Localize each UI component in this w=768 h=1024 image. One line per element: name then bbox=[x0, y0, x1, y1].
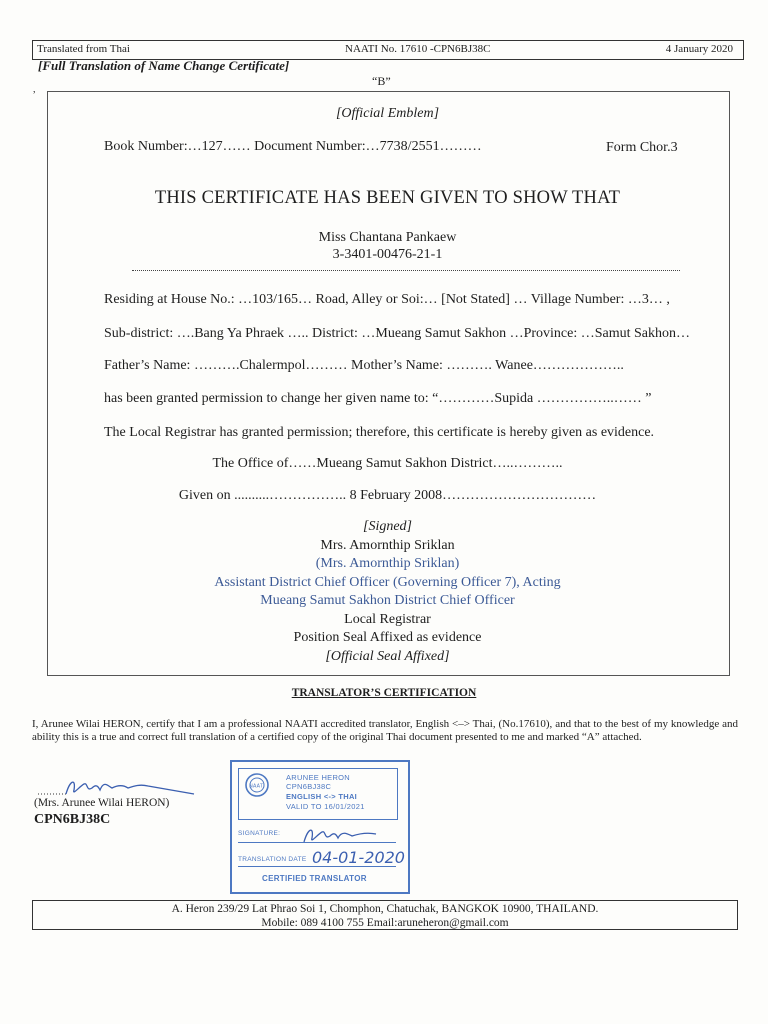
translator-signature-icon bbox=[36, 766, 196, 798]
seal-statement: Position Seal Affixed as evidence bbox=[293, 630, 482, 645]
stamp-validity: VALID TO 16/01/2021 bbox=[286, 802, 365, 811]
margin-mark: , bbox=[33, 84, 36, 95]
signed-mark: [Signed] bbox=[363, 519, 412, 534]
stamp-translator-name: ARUNEE HERON bbox=[286, 773, 351, 782]
residence-line-1: Residing at House No.: …103/165… Road, Alley or Soi:… [Not Stated] … Village Number: …3… , bbox=[104, 292, 670, 307]
naati-logo-icon bbox=[244, 772, 270, 798]
stamp-footer: CERTIFIED TRANSLATOR bbox=[262, 874, 367, 883]
stamp-date-label: TRANSLATION DATE bbox=[238, 856, 307, 863]
translator-id: CPN6BJ38C bbox=[34, 812, 111, 827]
stamp-translator-code: CPN6BJ38C bbox=[286, 782, 332, 791]
header-naati-number: NAATI No. 17610 -CPN6BJ38C bbox=[345, 43, 491, 55]
translator-name: (Mrs. Arunee Wilai HERON) bbox=[34, 797, 170, 809]
book-document-number: Book Number:…127…… Document Number:…7738/2551……… bbox=[104, 139, 482, 154]
official-seal-mark: [Official Seal Affixed] bbox=[325, 648, 450, 664]
issuing-office: The Office of……Mueang Samut Sakhon District…..……….. bbox=[212, 456, 563, 471]
stamp-date-value: 04-01-2020 bbox=[312, 848, 405, 867]
dotted-separator bbox=[132, 262, 680, 271]
translator-certification-title: TRANSLATOR’S CERTIFICATION bbox=[291, 687, 477, 699]
header-source-language: Translated from Thai bbox=[37, 43, 130, 55]
registrar-statement: The Local Registrar has granted permission; therefore, this certificate is hereby given as evidence. bbox=[104, 425, 655, 440]
stamp-signature-label: SIGNATURE: bbox=[238, 830, 281, 837]
footer-contact: Mobile: 089 4100 755 Email:aruneheron@gmail.com bbox=[261, 917, 509, 929]
translator-certification-text: I, Arunee Wilai HERON, certify that I am a professional NAATI accredited translator, English <–> Thai, (No.17610), and that to the best of my knowledge and ability this is a true and correct full translation of a certified copy of the original Thai document presented to me and marked “A” attached. bbox=[32, 718, 738, 743]
id-number: 3-3401-00476-21-1 bbox=[332, 247, 443, 262]
local-registrar-title: Local Registrar bbox=[344, 611, 431, 627]
signatory-position-2: Mueang Samut Sakhon District Chief Officer bbox=[260, 593, 515, 608]
signatory-position-1: Assistant District Chief Officer (Governing Officer 7), Acting bbox=[214, 574, 561, 590]
residence-line-2: Sub-district: ….Bang Ya Phraek ….. District: …Mueang Samut Sakhon …Province: …Samut Sakhon… bbox=[104, 326, 691, 341]
given-date: Given on ..........…………….. 8 February 2008…………………………… bbox=[178, 488, 597, 503]
person-name: Miss Chantana Pankaew bbox=[318, 230, 457, 245]
signature-block bbox=[47, 518, 728, 666]
official-emblem-mark: [Official Emblem] bbox=[335, 106, 440, 121]
svg-text:NAATI: NAATI bbox=[249, 783, 265, 790]
header-date: 4 January 2020 bbox=[665, 43, 733, 55]
certified-translator-stamp bbox=[230, 760, 410, 894]
stamp-signature-icon bbox=[300, 820, 380, 846]
header-box bbox=[32, 40, 744, 60]
certificate-headline: THIS CERTIFICATE HAS BEEN GIVEN TO SHOW THAT bbox=[154, 188, 621, 208]
footer-address: A. Heron 239/29 Lat Phrao Soi 1, Chomphon, Chatuchak, BANGKOK 10900, THAILAND. bbox=[171, 903, 599, 915]
signatory-name: Mrs. Amornthip Sriklan bbox=[320, 537, 455, 553]
signatory-name-parenthetical: (Mrs. Amornthip Sriklan) bbox=[315, 556, 460, 571]
name-change-statement: has been granted permission to change her given name to: “…………Supida ……………..…… ” bbox=[104, 391, 652, 406]
stamp-language-pair: ENGLISH <-> THAI bbox=[286, 792, 358, 801]
document-title: [Full Translation of Name Change Certificate] bbox=[38, 58, 290, 73]
copy-mark: “B” bbox=[372, 74, 391, 88]
form-number: Form Chor.3 bbox=[606, 140, 678, 155]
footer-address-box bbox=[32, 900, 738, 930]
parents-names: Father’s Name: ……….Chalermpol……… Mother’s Name: ………. Wanee……………….. bbox=[104, 358, 624, 373]
